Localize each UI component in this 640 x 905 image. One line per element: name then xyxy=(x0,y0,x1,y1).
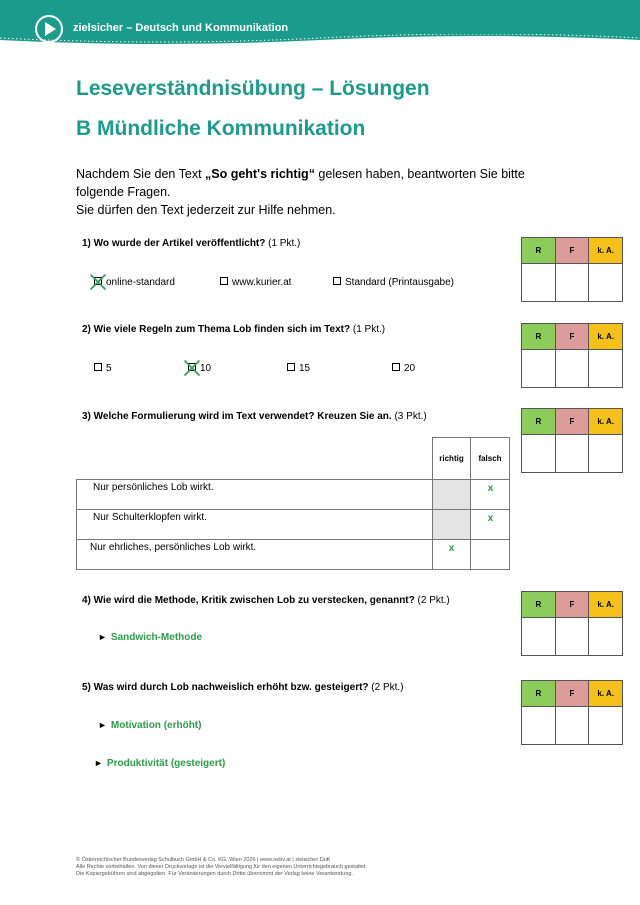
q2-option-1[interactable] xyxy=(94,363,112,374)
column-divider xyxy=(470,479,471,570)
rating-f: F xyxy=(555,592,589,618)
question-3-text: 3) Welche Formulierung wird im Text verwendet? Kreuzen Sie an. xyxy=(82,411,392,422)
q2-option-1-label: 5 xyxy=(106,363,112,374)
triangle-bullet-icon: ► xyxy=(98,720,107,730)
rating-ka: k. A. xyxy=(589,238,623,264)
rating-cell[interactable] xyxy=(589,350,623,388)
cross-mark-icon xyxy=(183,359,201,377)
rating-cell[interactable] xyxy=(589,618,623,656)
rating-table-q4 xyxy=(521,591,623,656)
play-icon xyxy=(34,14,64,44)
intro-before: Nachdem Sie den Text xyxy=(76,167,206,181)
rating-f: F xyxy=(555,681,589,707)
question-3-points: (3 Pkt.) xyxy=(391,411,427,422)
checkbox[interactable] xyxy=(333,277,341,285)
answer-q5-1 xyxy=(98,720,201,731)
column-divider xyxy=(432,479,433,570)
rating-r: R xyxy=(522,592,556,618)
rating-cell[interactable] xyxy=(589,435,623,473)
rating-ka: k. A. xyxy=(589,324,623,350)
rating-cell[interactable] xyxy=(522,707,556,745)
question-1-points: (1 Pkt.) xyxy=(265,238,301,249)
rating-cell[interactable] xyxy=(522,264,556,302)
checkbox[interactable] xyxy=(220,277,228,285)
mark-falsch-1[interactable]: x xyxy=(487,483,494,494)
question-4-text: 4) Wie wird die Methode, Kritik zwischen Lob zu verstecken, genannt? xyxy=(82,595,415,606)
question-5 xyxy=(82,682,404,693)
rating-cell[interactable] xyxy=(555,618,589,656)
rating-r: R xyxy=(522,238,556,264)
q1-option-3-label: Standard (Printausgabe) xyxy=(345,277,454,288)
header-wave-decoration xyxy=(0,34,640,46)
checkbox[interactable] xyxy=(94,363,102,371)
rating-table-q2 xyxy=(521,323,623,388)
question-4 xyxy=(82,595,450,606)
answer-q5-1-text: Motivation (erhöht) xyxy=(110,720,202,731)
rating-table-q5 xyxy=(521,680,623,745)
rating-cell[interactable] xyxy=(589,707,623,745)
question-2 xyxy=(82,324,385,335)
mark-richtig-3[interactable]: x xyxy=(448,543,455,554)
rating-r: R xyxy=(522,324,556,350)
rating-cell[interactable] xyxy=(522,435,556,473)
intro-text-title: „So geht's richtig“ xyxy=(205,167,315,181)
intro-text xyxy=(76,165,556,219)
rating-r: R xyxy=(522,409,556,435)
rating-ka: k. A. xyxy=(589,592,623,618)
checkbox[interactable] xyxy=(392,363,400,371)
page-title: Leseverständnisübung – Lösungen xyxy=(76,77,430,100)
rating-cell[interactable] xyxy=(522,618,556,656)
mark-falsch-2[interactable]: x xyxy=(487,513,494,524)
q1-option-3[interactable] xyxy=(333,277,454,288)
rating-ka: k. A. xyxy=(589,681,623,707)
question-1-text: 1) Wo wurde der Artikel veröffentlicht? xyxy=(82,238,266,249)
q2-option-3-label: 15 xyxy=(299,363,311,374)
question-1 xyxy=(82,238,300,249)
rating-cell[interactable] xyxy=(522,350,556,388)
rating-cell[interactable] xyxy=(589,264,623,302)
rating-cell[interactable] xyxy=(555,435,589,473)
statement-1: Nur persönliches Lob wirkt. xyxy=(93,482,214,493)
rating-table-q3 xyxy=(521,408,623,473)
brand-title: zielsicher – Deutsch und Kommunikation xyxy=(73,22,289,34)
header-band xyxy=(0,0,640,46)
question-2-text: 2) Wie viele Regeln zum Thema Lob finden sich im Text? xyxy=(82,324,351,335)
rating-cell[interactable] xyxy=(555,350,589,388)
shaded-cell xyxy=(433,480,470,509)
q1-option-2[interactable] xyxy=(220,277,291,288)
q2-option-3[interactable] xyxy=(287,363,310,374)
answer-q5-2 xyxy=(94,758,225,769)
question-5-points: (2 Pkt.) xyxy=(368,682,404,693)
shaded-cell xyxy=(433,510,470,539)
rating-r: R xyxy=(522,681,556,707)
rating-cell[interactable] xyxy=(555,264,589,302)
footer-copyright xyxy=(76,857,367,878)
rating-f: F xyxy=(555,324,589,350)
rating-f: F xyxy=(555,409,589,435)
q2-option-4-label: 20 xyxy=(404,363,416,374)
rating-table-q1 xyxy=(521,237,623,302)
true-false-table xyxy=(76,437,510,570)
checkbox[interactable] xyxy=(287,363,295,371)
question-4-points: (2 Pkt.) xyxy=(414,595,450,606)
question-2-points: (1 Pkt.) xyxy=(350,324,386,335)
section-title: B Mündliche Kommunikation xyxy=(76,117,366,140)
statement-2: Nur Schulterklopfen wirkt. xyxy=(93,512,207,523)
cross-mark-icon xyxy=(89,273,107,291)
q2-option-4[interactable] xyxy=(392,363,415,374)
footer-line-3: Die Kopiergebühren sind abgegolten. Für Veränderungen durch Dritte übernimmt der Verlag keine Verantwortung. xyxy=(76,871,354,877)
footer-line-2: Alle Rechte vorbehalten. Von dieser Druckvorlage ist die Vervielfältigung für den eigenen Unterrichtsgebrauch gestattet. xyxy=(76,864,368,870)
q1-option-1-label: online-standard xyxy=(106,277,175,288)
question-3 xyxy=(82,411,427,422)
rating-cell[interactable] xyxy=(555,707,589,745)
triangle-bullet-icon: ► xyxy=(94,758,103,768)
statement-3: Nur ehrliches, persönliches Lob wirkt. xyxy=(90,542,257,553)
column-header-richtig: richtig xyxy=(432,437,471,480)
q1-option-2-label: www.kurier.at xyxy=(232,277,292,288)
intro-after: gelesen haben, beantworten Sie bitte folgende Fragen. xyxy=(76,167,525,199)
rating-f: F xyxy=(555,238,589,264)
column-header-falsch: falsch xyxy=(470,437,510,480)
answer-q4 xyxy=(98,632,202,643)
intro-line2: Sie dürfen den Text jederzeit zur Hilfe nehmen. xyxy=(76,203,336,217)
triangle-bullet-icon: ► xyxy=(98,632,107,642)
rating-ka: k. A. xyxy=(589,409,623,435)
footer-line-1: © Österreichischer Bundesverlag Schulbuch GmbH & Co. KG, Wien 2026 | www.oebv.at | zielsicher DuK xyxy=(76,857,331,863)
q2-option-2-label: 10 xyxy=(200,363,212,374)
answer-q4-text: Sandwich-Methode xyxy=(110,632,203,643)
answer-q5-2-text: Produktivität (gesteigert) xyxy=(106,758,226,769)
question-5-text: 5) Was wird durch Lob nachweislich erhöht bzw. gesteigert? xyxy=(82,682,369,693)
